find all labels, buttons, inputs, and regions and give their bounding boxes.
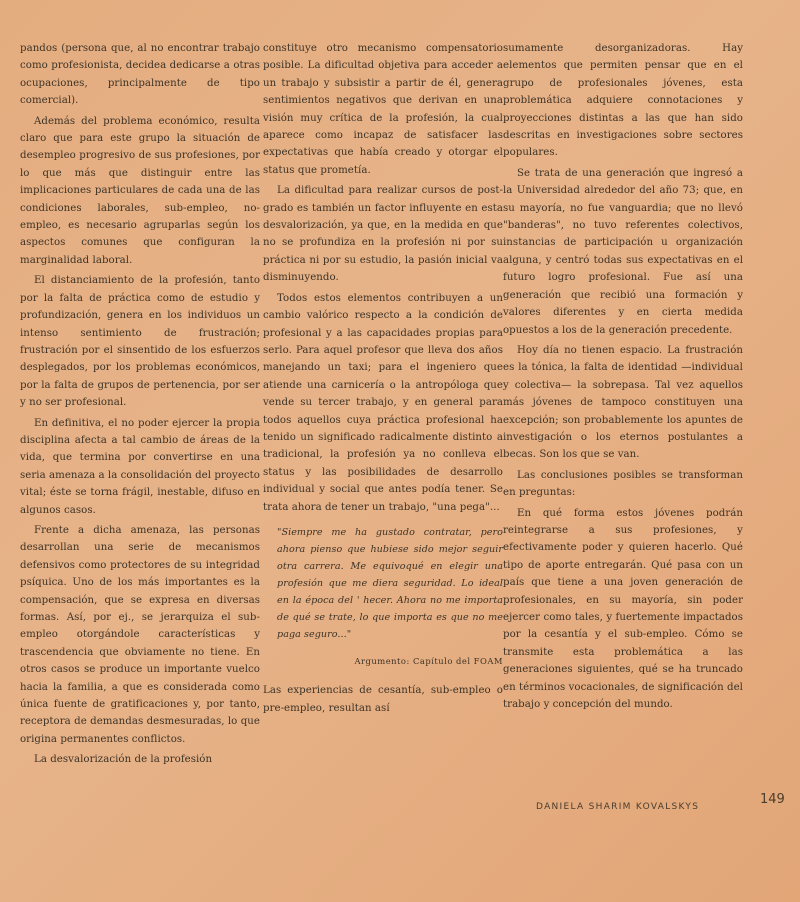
- paragraph: El distanciamiento de la profesión, tanto por la falta de práctica como de estudio y profundización, genera en los individuos un intenso sentimiento de frustración; frustración por el sinsentido de los esfuerzos desplegados, por los problemas económicos, por la falta de grupos de pertenencia, por ser y no ser profesional.: [20, 275, 260, 409]
- paragraph: sumamente desorganizadoras. Hay elementos que permiten pensar que en el grupo de profesionales jóvenes, esta problemática adquiere connotaciones y proyecciones distintas a las que han sido descritas en investigaciones sobre sectores populares.: [503, 43, 743, 159]
- quote-source: Argumento: Capítulo del FOAM: [354, 655, 503, 666]
- paragraph: Frente a dicha amenaza, las personas desarrollan una serie de mecanismos defensivos como protectores de su integridad psíquica. Uno de los más importantes es la compensación, que se expresa en diversas formas. Así, por ej., se jerarquiza el sub-empleo otorgándole características y trascendencia que obviamente no tiene. En otros casos se produce un importante vuelco hacia la familia, a que es considerada como única fuente de gratificaciones y, por tanto, receptora de demandas desmesuradas, lo que origina permanentes conflictos.: [20, 524, 260, 745]
- author-name: DANIELA SHARIM KOVALSKYS: [536, 802, 700, 812]
- paragraph: Las conclusiones posibles se transforman en preguntas:: [503, 469, 743, 499]
- page-number: 149: [760, 792, 785, 807]
- column-2-body-after-quote: [263, 682, 503, 717]
- paragraph: Hoy día no tienen espacio. La frustración es la tónica, la falta de identidad —individual y colectiva— la sobrepasa. Tal vez aquellos más jóvenes de tampoco constituyen una excepción; son probablemente los apuntes de investigación o los eternos postulantes a becas. Son los que se van.: [503, 344, 743, 461]
- paragraph: constituye otro mecanismo compensatorio posible. La dificultad objetiva para acceder a un trabajo y subsistir a partir de él, genera sentimientos negativos que derivan en una visión muy crítica de la profesión, la cual aparece como incapaz de satisfacer las expectativas que había creado y otorgar el status que prometía.: [263, 43, 503, 176]
- column-2-body-before-quote: [263, 40, 503, 516]
- text-column-3: [503, 40, 743, 716]
- paragraph: En definitiva, el no poder ejercer la propia disciplina afecta a tal cambio de áreas de la vida, que termina por convertirse en una seria amenaza a la consolidación del proyecto vital; éste se torna frágil, inestable, difuso en algunos casos.: [20, 417, 260, 516]
- paragraph: Se trata de una generación que ingresó a la Universidad alrededor del año 73; que, en su mayoría, no fue vanguardia; que no llevó "banderas", no tuvo referentes colectivos, instancias de participación u organización alguna, y centró todas sus expectativas en el futuro logro profesional. Fue así una generación que recibió una formación y valores diferentes y en cierta medida opuestos a los de la generación precedente.: [503, 167, 743, 336]
- paragraph: En qué forma estos jóvenes podrán reintegrarse a sus profesiones, y efectivamente poder y quieren hacerlo. Qué tipo de aporte entregarán. Qué pasa con un país que tiene a una joven generación de profesionales, en su mayoría, sin poder ejercer como tales, y fuertemente impactados por la cesantía y el sub-empleo. Cómo se transmite esta problemática a las generaciones siguientes, qué se ha truncado en términos vocacionales, de significación del trabajo y concepción del mundo.: [503, 507, 743, 711]
- paragraph: La desvalorización de la profesión: [34, 754, 213, 766]
- paragraph: La dificultad para realizar cursos de post-grado es también un factor influyente en esta desvalorización, ya que, en la medida en que no se profundiza en la profesión ni por su práctica ni por su estudio, la pasión inicial va disminuyendo.: [263, 185, 503, 284]
- paragraph: Las experiencias de cesantía, sub-empleo o pre-empleo, resultan así: [263, 685, 503, 714]
- block-quote: "Siempre me ha gustado contratar, pero ahora pienso que hubiese sido mejor seguir otra carrera. Me equivoqué en elegir una profesión que me diera seguridad. Lo ideal en la época del ' hecer. Ahora no me importa de qué se trate, lo que importa es que no me paga seguro...": [277, 526, 503, 640]
- paragraph: pandos (persona que, al no encontrar trabajo como profesionista, decidea dedicarse a otras ocupaciones, principalmente de tipo comercial).: [20, 43, 260, 107]
- text-column-1: [20, 40, 260, 772]
- text-column-2: [263, 40, 503, 720]
- paragraph: Todos estos elementos contribuyen a un cambio valórico respecto a la condición de profesional y a las capacidades propias para serlo. Para aquel profesor que lleva dos años manejando un taxi; para el ingeniero que atiende una carnicería o la antropóloga que vende su tercer trabajo, y en general para todos aquellos cuya práctica profesional ha tenido un significado radicalmente distinto a tradicional, la profesión ya no conlleva el status y las posibilidades de desarrollo individual y social que antes podía tener. Se trata ahora de tener un trabajo, "una pega"...: [263, 292, 503, 513]
- paragraph: Además del problema económico, resulta claro que para este grupo la situación de desempleo progresivo de sus profesiones, por lo que más que distinguir entre las implicaciones particulares de cada una de las condiciones laborales, sub-empleo, no-empleo, es necesario agruparlas según los aspectos comunes que configuran la marginalidad laboral.: [20, 115, 260, 266]
